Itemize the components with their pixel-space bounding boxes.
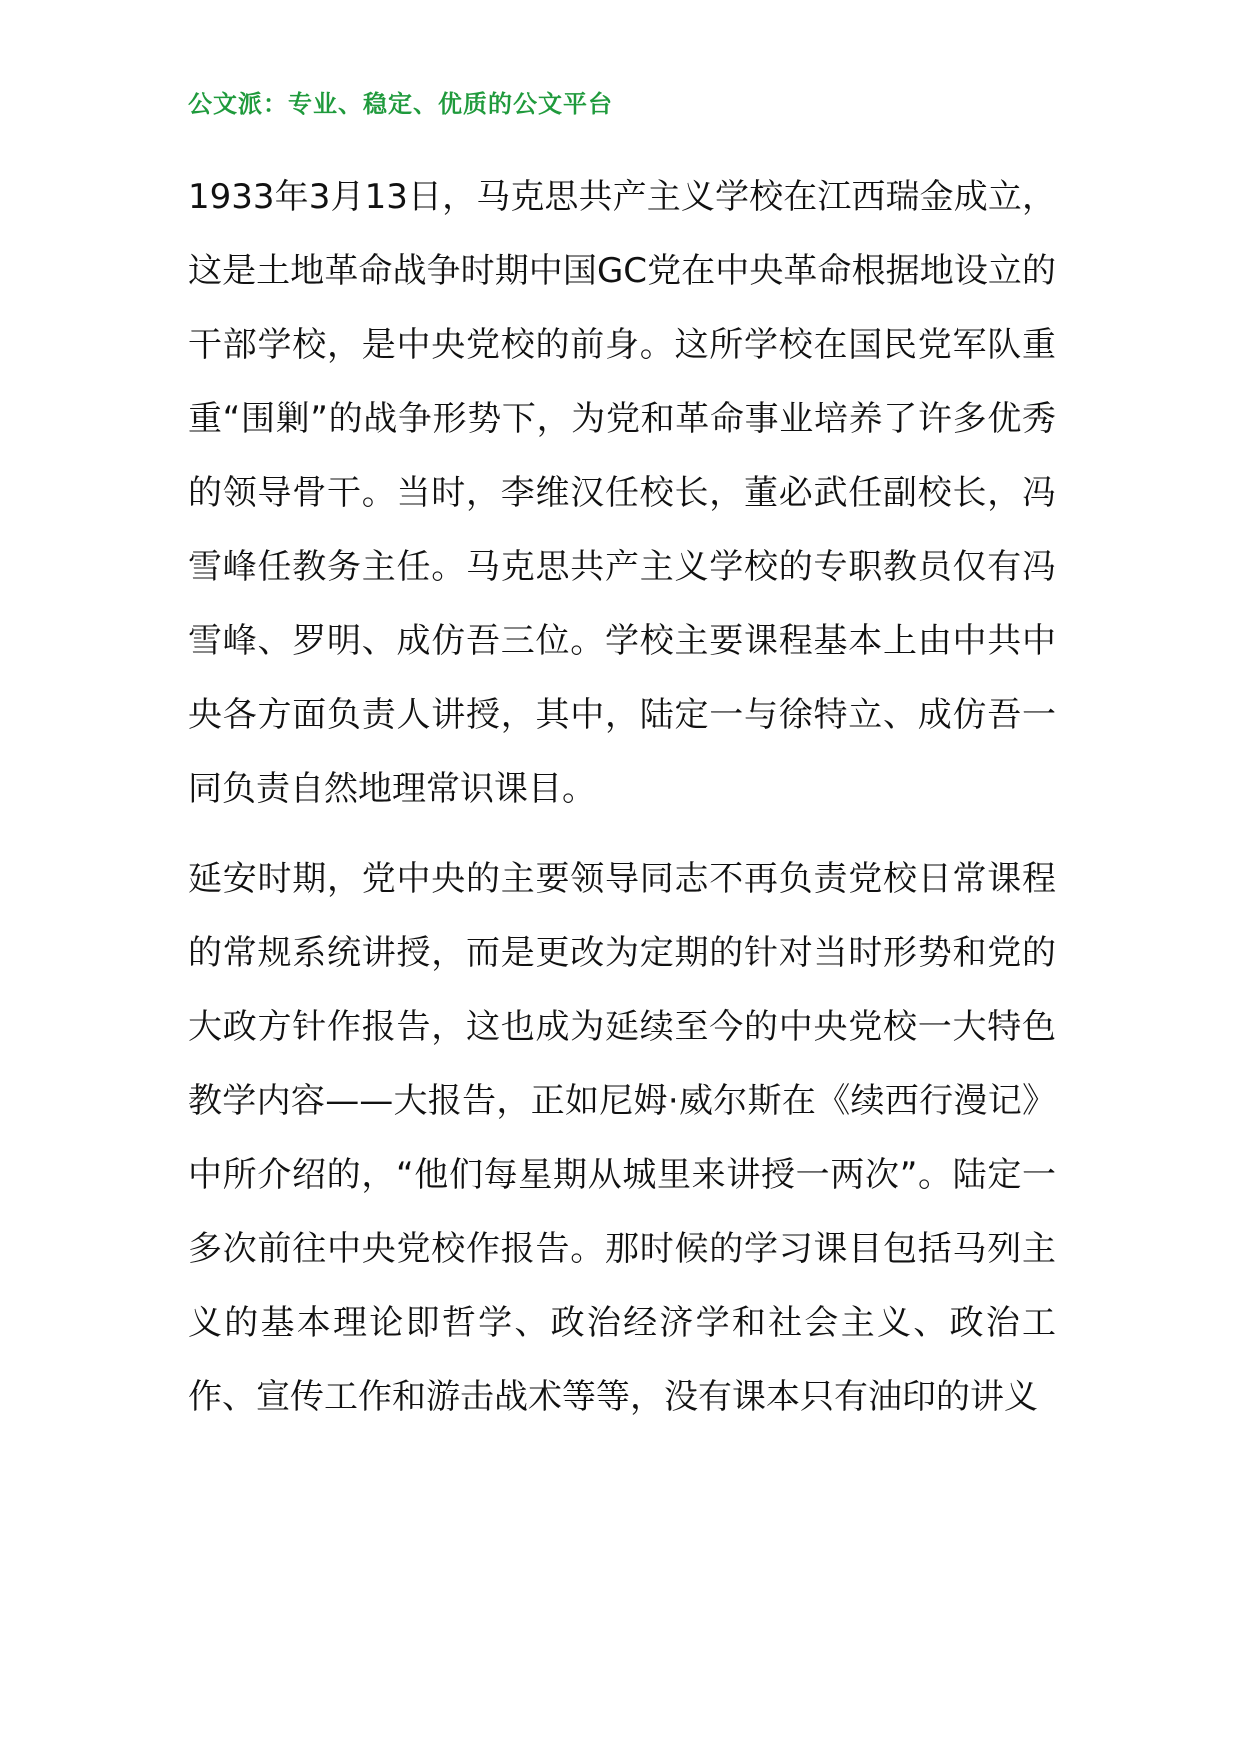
paragraph: 延安时期，党中央的主要领导同志不再负责党校日常课程的常规系统讲授，而是更改为定期的针对当时形势和党的大政方针作报告，这也成为延续至今的中央党校一大特色教学内容——大报告，正如尼姆·威尔斯在《续西行漫记》中所介绍的，“他们每星期从城里来讲授一两次”。陆定一多次前往中央党校作报告。那时候的学习课目包括马列主义的基本理论即哲学、政治经济学和社会主义、政治工作、宣传工作和游击战术等等，没有课本只有油印的讲义	[188, 859, 1056, 1417]
site-header: 公文派：专业、稳定、优质的公文平台	[188, 89, 613, 118]
document-body	[188, 160, 1056, 1450]
paragraph: 1933年3月13日，马克思共产主义学校在江西瑞金成立，这是土地革命战争时期中国GC党在中央革命根据地设立的干部学校，是中央党校的前身。这所学校在国民党军队重重“围剿”的战争形势下，为党和革命事业培养了许多优秀的领导骨干。当时，李维汉任校长，董必武任副校长，冯雪峰任教务主任。马克思共产主义学校的专职教员仅有冯雪峰、罗明、成仿吾三位。学校主要课程基本上由中共中央各方面负责人讲授，其中，陆定一与徐特立、成仿吾一同负责自然地理常识课目。	[188, 177, 1056, 809]
